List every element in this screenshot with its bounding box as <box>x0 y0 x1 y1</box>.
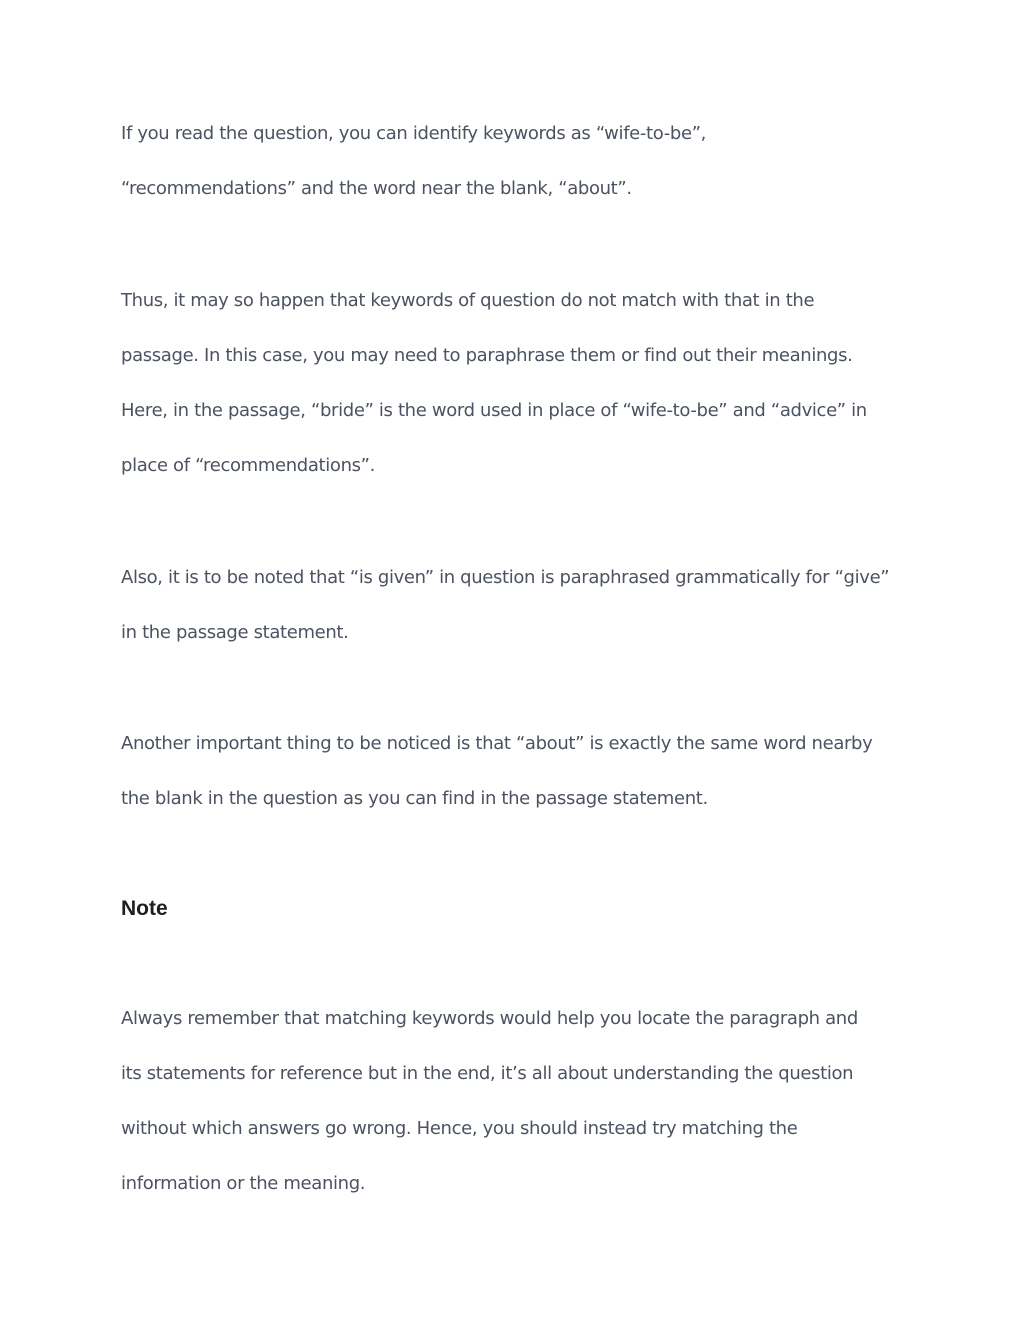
paragraph-line: the blank in the question as you can find in the passage statement. <box>121 788 708 809</box>
paragraph-line: “recommendations” and the word near the blank, “about”. <box>121 178 632 199</box>
paragraph-line: Always remember that matching keywords would help you locate the paragraph and <box>121 1008 858 1029</box>
paragraph-line: place of “recommendations”. <box>121 455 376 476</box>
paragraph-line: in the passage statement. <box>121 622 349 643</box>
paragraph-line: without which answers go wrong. Hence, you should instead try matching the <box>121 1118 798 1139</box>
paragraph-line: If you read the question, you can identify keywords as “wife-to-be”, <box>121 123 707 144</box>
paragraph-line: its statements for reference but in the end, it’s all about understanding the question <box>121 1063 854 1084</box>
paragraph-line: Also, it is to be noted that “is given” in question is paraphrased grammatically for “give” <box>121 567 890 588</box>
paragraph-line: Thus, it may so happen that keywords of question do not match with that in the <box>121 290 815 311</box>
paragraph-line: Here, in the passage, “bride” is the word used in place of “wife-to-be” and “advice” in <box>121 400 867 421</box>
paragraph-line: information or the meaning. <box>121 1173 366 1194</box>
paragraph-line: Another important thing to be noticed is that “about” is exactly the same word nearby <box>121 733 873 754</box>
note-heading: Note <box>121 897 168 920</box>
paragraph-line: passage. In this case, you may need to paraphrase them or find out their meanings. <box>121 345 853 366</box>
